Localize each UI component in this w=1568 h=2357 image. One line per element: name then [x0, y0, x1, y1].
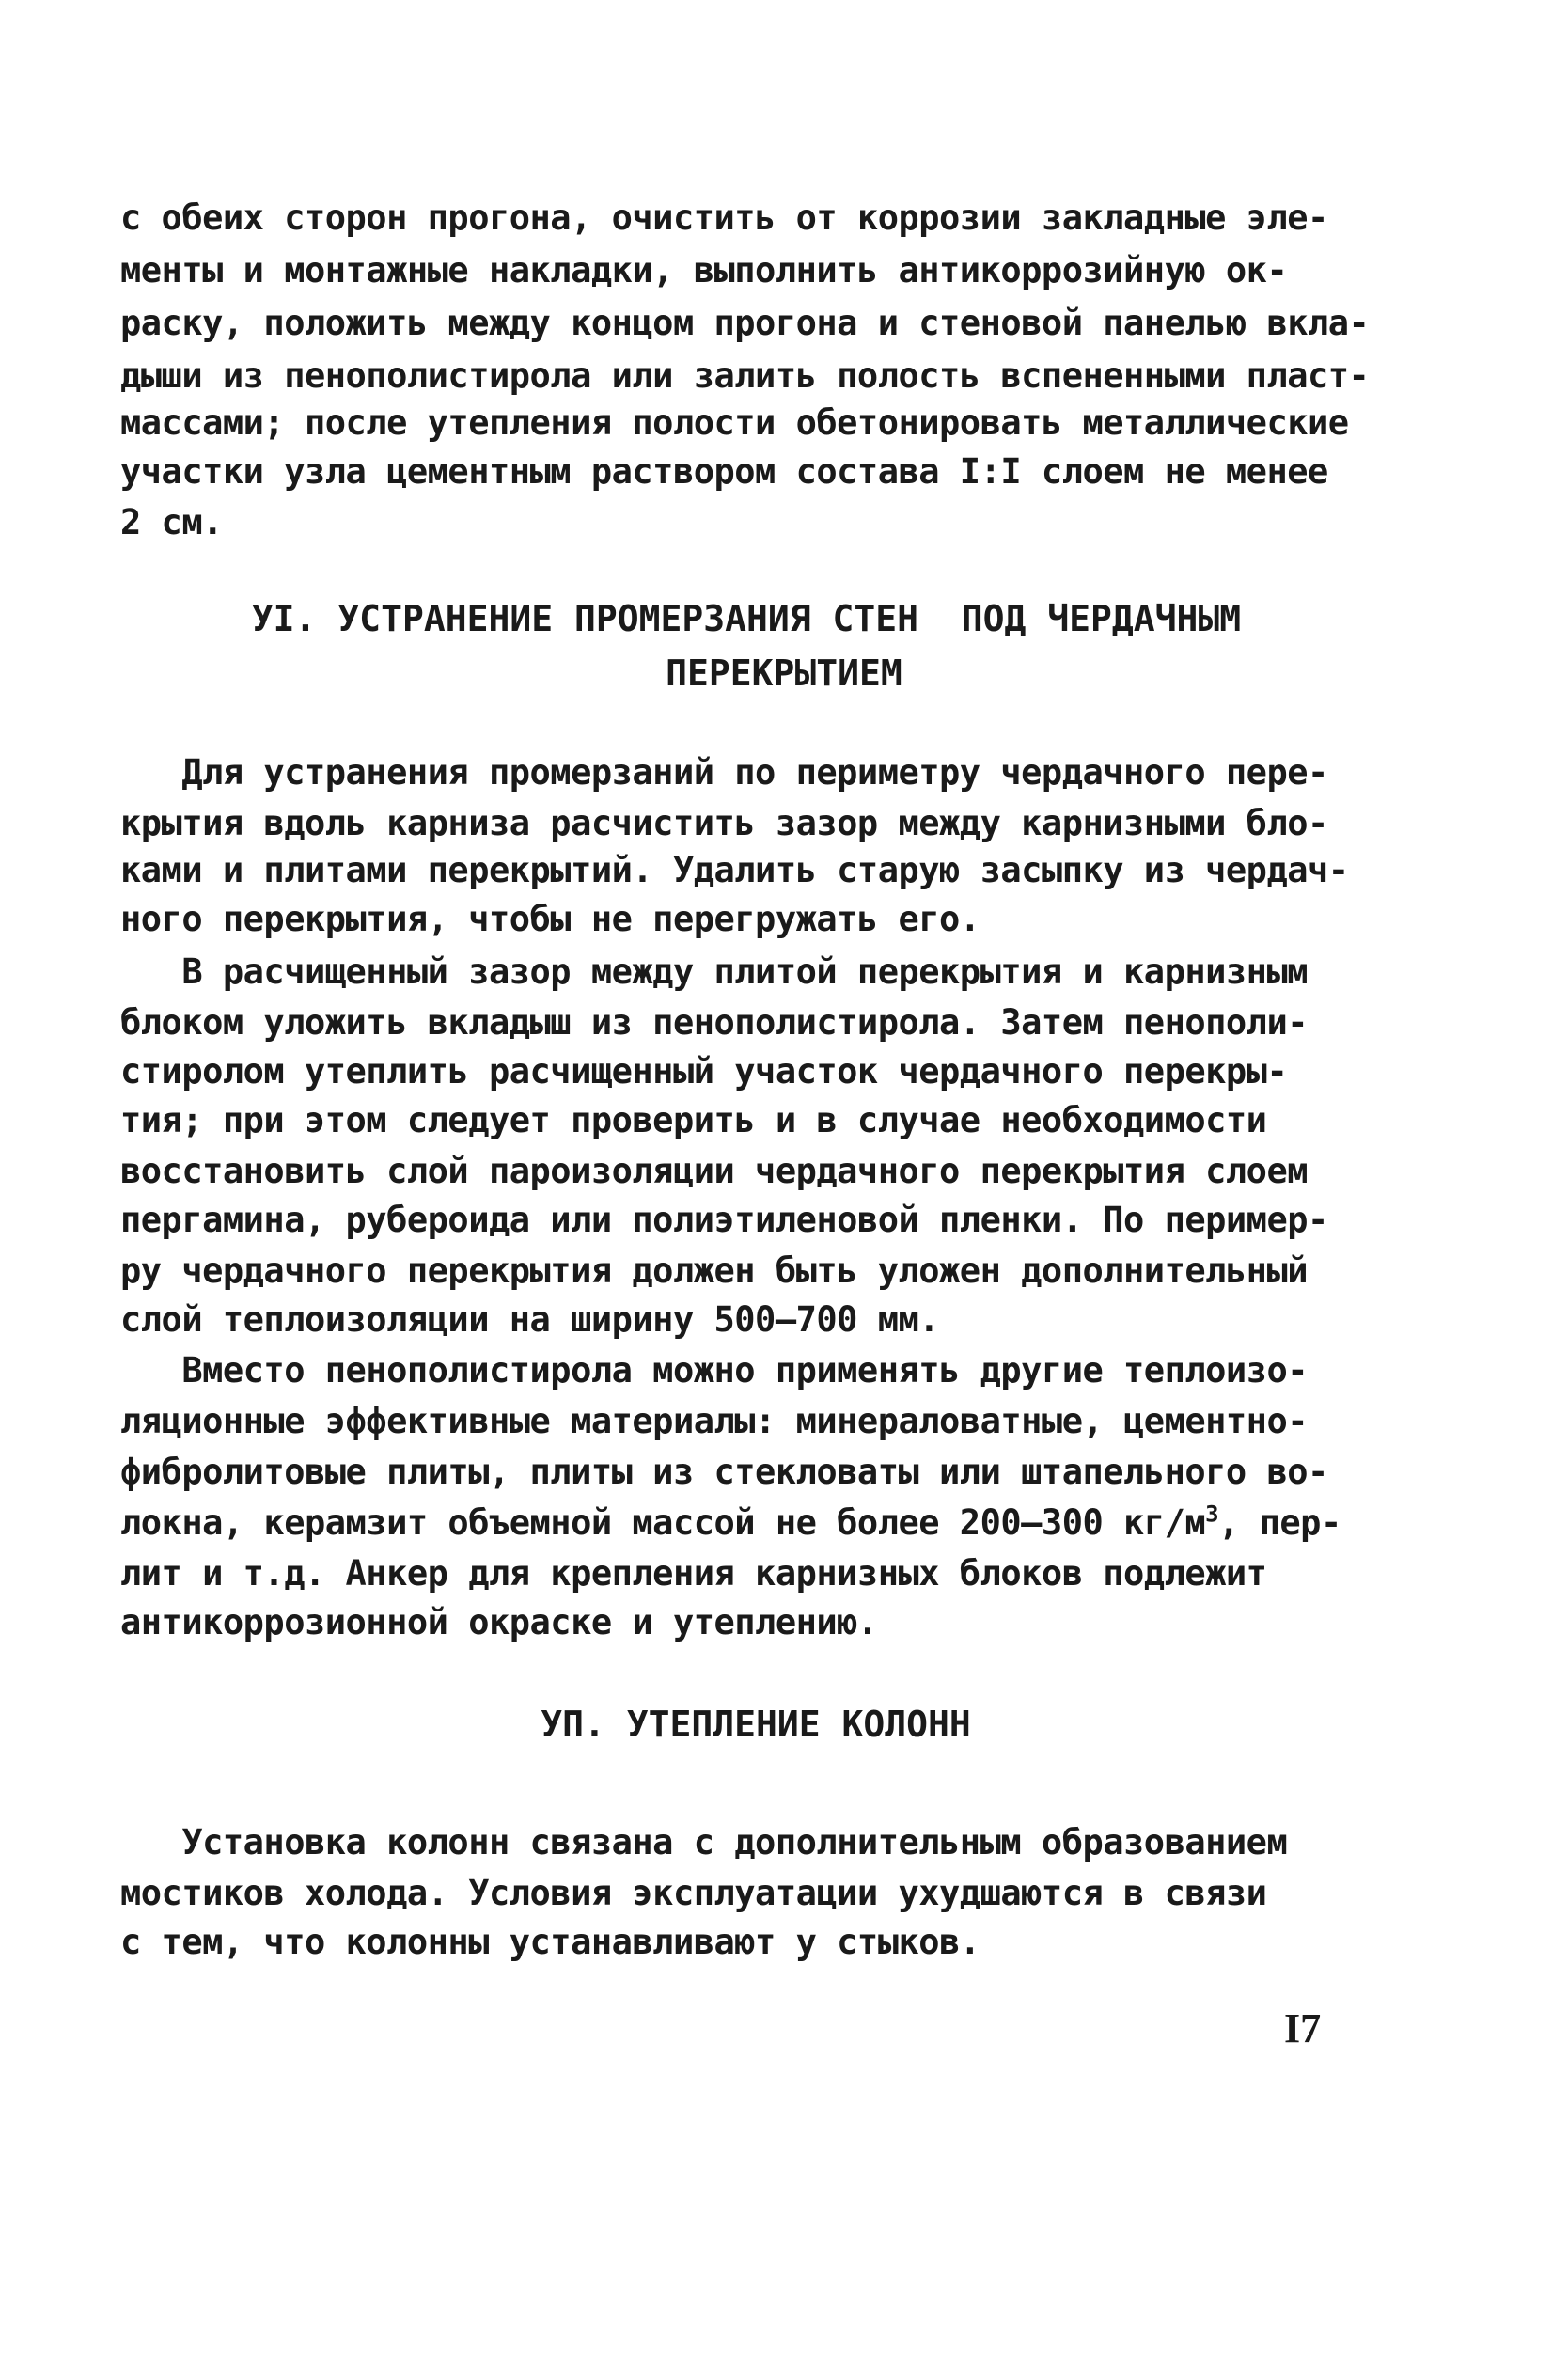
text-line: В расчищенный зазор между плитой перекрытия и карнизным: [120, 951, 1309, 992]
text-line: [120, 1499, 1341, 1548]
text-line: мостиков холода. Условия эксплуатации ухудшаются в связи: [120, 1873, 1267, 1913]
text-line: блоком уложить вкладыш из пенополистирола. Затем пенополи-: [120, 1002, 1309, 1043]
text-line: раску, положить между концом прогона и стеновой панелью вкла-: [120, 303, 1370, 343]
text-line: крытия вдоль карниза расчистить зазор между карнизными бло-: [120, 803, 1328, 843]
text-fragment: , пер-: [1218, 1502, 1341, 1543]
section-6-title-line-1: УI. УСТРАНЕНИЕ ПРОМЕРЗАНИЯ СТЕН ПОД ЧЕРДАЧНЫМ: [251, 598, 1242, 639]
text-line: тия; при этом следует проверить и в случае необходимости: [120, 1100, 1267, 1140]
text-line: ляционные эффективные материалы: минераловатные, цементно-: [120, 1401, 1309, 1441]
text-line: ного перекрытия, чтобы не перегружать его.: [120, 899, 980, 939]
text-line: Для устранения промерзаний по периметру чердачного пере-: [120, 752, 1328, 793]
text-line: стиролом утеплить расчищенный участок чердачного перекры-: [120, 1051, 1288, 1092]
text-line: участки узла цементным раствором состава I:I слоем не менее: [120, 451, 1328, 492]
text-line: Установка колонн связана с дополнительным образованием: [120, 1822, 1288, 1862]
text-line: с обеих сторон прогона, очистить от коррозии закладные эле-: [120, 197, 1328, 238]
text-line: менты и монтажные накладки, выполнить антикоррозийную ок-: [120, 250, 1288, 291]
text-line: лит и т.д. Анкер для крепления карнизных блоков подлежит: [120, 1553, 1267, 1594]
text-line: антикоррозионной окраске и утеплению.: [120, 1602, 878, 1642]
text-fragment: локна, керамзит объемной массой не более 200–300 кг/м: [120, 1502, 1206, 1543]
superscript-exponent: 3: [1205, 1501, 1219, 1528]
text-line: слой теплоизоляции на ширину 500–700 мм.: [120, 1299, 940, 1340]
text-line: ками и плитами перекрытий. Удалить старую засыпку из чердач-: [120, 850, 1349, 890]
text-line: пергамина, рубероида или полиэтиленовой пленки. По пеример-: [120, 1200, 1328, 1240]
text-line: ру чердачного перекрытия должен быть уложен дополнительный: [120, 1250, 1309, 1291]
text-line: восстановить слой пароизоляции чердачного перекрытия слоем: [120, 1151, 1309, 1191]
page-number: I7: [1284, 2005, 1322, 2051]
section-6-title-line-2: ПЕРЕКРЫТИЕМ: [666, 652, 902, 694]
text-line: 2 см.: [120, 502, 223, 542]
section-7-title: УП. УТЕПЛЕНИЕ КОЛОНН: [541, 1704, 971, 1745]
text-line: массами; после утепления полости обетонировать металлические: [120, 402, 1349, 443]
text-line: фибролитовые плиты, плиты из стекловаты или штапельного во-: [120, 1452, 1328, 1492]
text-line: Вместо пенополистирола можно применять другие теплоизо-: [120, 1350, 1309, 1391]
text-line: дыши из пенополистирола или залить полость вспененными пласт-: [120, 355, 1370, 396]
text-line: с тем, что колонны устанавливают у стыков.: [120, 1922, 980, 1962]
